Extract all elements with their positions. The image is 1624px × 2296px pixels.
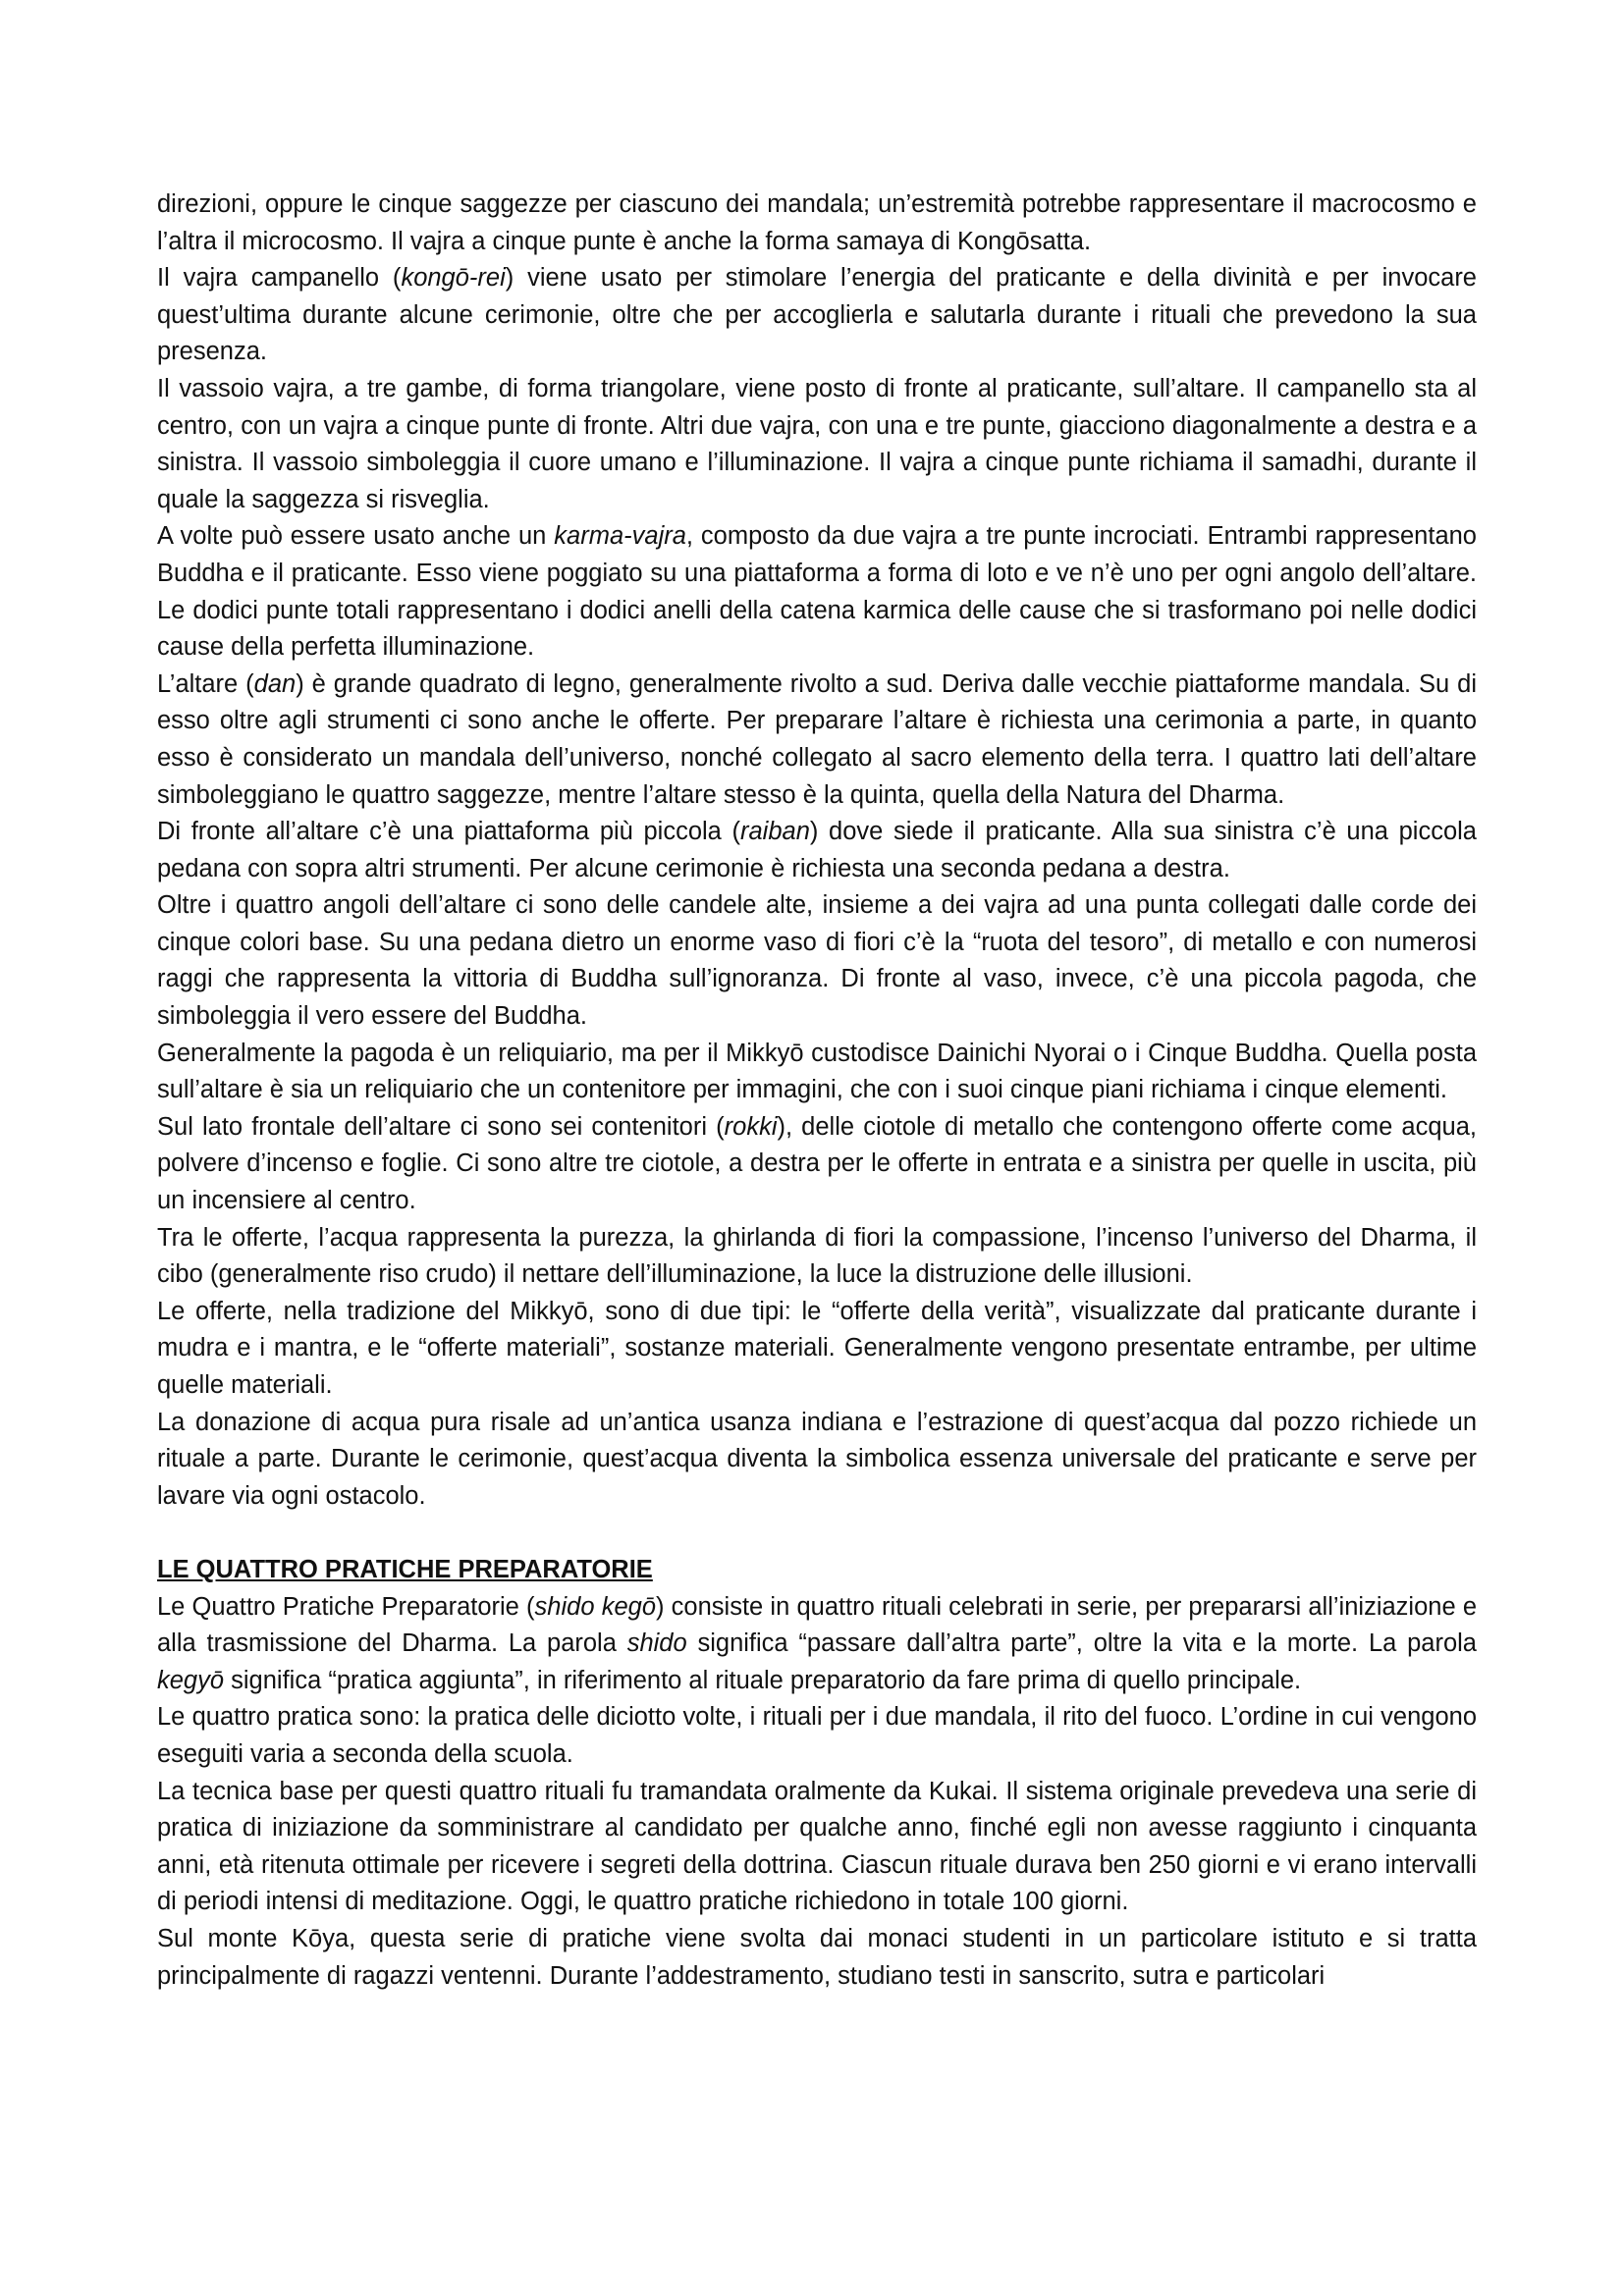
text-run: L’altare ( [157,669,254,698]
text-run: Di fronte all’altare c’è una piattaforma più piccola ( [157,818,740,846]
paragraph [157,814,1477,887]
text-run: significa “pratica aggiunta”, in riferimento al rituale preparatorio da fare prima di quello principale. [224,1666,1302,1694]
paragraph [157,1921,1477,1995]
italic-term: kegyō [157,1666,225,1694]
text-run: Le quattro pratica sono: la pratica delle diciotto volte, i rituali per i due mandala, il rito del fuoco. L’ordine in cui vengono eseguiti varia a seconda della scuola. [157,1703,1477,1768]
paragraph [157,667,1477,814]
text-run: , composto da due vajra a tre punte incrociati. Entrambi rappresentano Buddha e il praticante. Esso viene poggiato su una piattaforma a forma di loto e ve n’è uno per ogni angolo dell’altare. Le dodici punte totali rappresentano i dodici anelli della catena karmica delle cause che si trasformano poi nelle dodici cause della perfetta illuminazione. [157,522,1477,662]
italic-term: rokki [724,1112,778,1141]
paragraph [157,1405,1477,1516]
paragraph [157,260,1477,371]
text-run: ), delle ciotole di metallo che contengono offerte come acqua, polvere d’incenso e foglie. Ci sono altre tre ciotole, a destra per le offerte in entrata e a sinistra per quelle in uscita, più un incensiere al centro. [157,1112,1477,1215]
text-run: LE QUATTRO PRATICHE PREPARATORIE [157,1555,653,1583]
text-run: La tecnica base per questi quattro rituali fu tramandata oralmente da Kukai. Il sistema originale prevedeva una serie di pratica di iniziazione da somministrare al candidato per qualche anno, finché egli non avesse raggiunto i cinquanta anni, età ritenuta ottimale per ricevere i segreti della dottrina. Ciascun rituale durava ben 250 giorni e vi erano intervalli di periodi intensi di meditazione. Oggi, le quattro pratiche richiedono in totale 100 giorni. [157,1777,1477,1916]
document-page [157,187,1477,1995]
text-run: Le Quattro Pratiche Preparatorie ( [157,1592,535,1621]
section-heading [157,1552,1477,1589]
text-run: La donazione di acqua pura risale ad un’antica usanza indiana e l’estrazione di quest’acqua dal pozzo richiede un rituale a parte. Durante le cerimonie, quest’acqua diventa la simbolica essenza universale del praticante e serve per lavare via ogni ostacolo. [157,1408,1477,1510]
italic-term: kongō-rei [401,264,506,293]
text-run: Sul lato frontale dell’altare ci sono sei contenitori ( [157,1112,725,1141]
text-run: ) consiste in quattro rituali celebrati in serie, per prepararsi all’iniziazione e alla trasmissione del Dharma. La parola [157,1592,1477,1658]
italic-term: dan [253,669,297,698]
italic-term: shido [626,1629,687,1658]
italic-term: karma-vajra [554,522,686,551]
text-run: Generalmente la pagoda è un reliquiario, ma per il Mikkyō custodisce Dainichi Nyorai o i Cinque Buddha. Quella posta sull’altare è sia un reliquiario che un contenitore per immagini, che con i suoi cinque piani richiama i cinque elementi. [157,1039,1477,1104]
text-run: A volte può essere usato anche un [157,522,555,551]
paragraph [157,518,1477,666]
paragraph [157,1036,1477,1109]
paragraph [157,1109,1477,1220]
italic-term: shido kegō [534,1592,656,1621]
text-run: Sul monte Kōya, questa serie di pratiche viene svolta dai monaci studenti in un particolare istituto e si tratta principalmente di ragazzi ventenni. Durante l’addestramento, studiano testi in sanscrito, sutra e particolari [157,1924,1477,1990]
paragraph [157,1294,1477,1405]
text-run: ) dove siede il praticante. Alla sua sinistra c’è una piccola pedana con sopra altri strumenti. Per alcune cerimonie è richiesta una seconda pedana a destra. [157,818,1477,882]
paragraph [157,1220,1477,1294]
italic-term: raiban [740,818,810,846]
paragraph [157,187,1477,260]
text-run: Tra le offerte, l’acqua rappresenta la purezza, la ghirlanda di fiori la compassione, l’incenso l’universo del Dharma, il cibo (generalmente riso crudo) il nettare dell’illuminazione, la luce la distruzione delle illusioni. [157,1223,1477,1289]
text-run: Il vajra campanello ( [157,264,402,293]
text-run: Il vassoio vajra, a tre gambe, di forma triangolare, viene posto di fronte al praticante, sull’altare. Il campanello sta al centro, con un vajra a cinque punte di fronte. Altri due vajra, con una e tre punte, giacciono diagonalmente a destra e a sinistra. Il vassoio simboleggia il cuore umano e l’illuminazione. Il vajra a cinque punte richiama il samadhi, durante il quale la saggezza si risveglia. [157,374,1477,513]
text-run: ) viene usato per stimolare l’energia del praticante e della divinità e per invocare quest’ultima durante alcune cerimonie, oltre che per accoglierla e salutarla durante i rituali che prevedono la sua presenza. [157,264,1477,366]
paragraph [157,1774,1477,1921]
text-run: Oltre i quattro angoli dell’altare ci sono delle candele alte, insieme a dei vajra ad una punta collegati dalle corde dei cinque colori base. Su una pedana dietro un enorme vaso di fiori c’è la “ruota del tesoro”, di metallo e con numerosi raggi che rappresenta la vittoria di Buddha sull’ignoranza. Di fronte al vaso, invece, c’è una piccola pagoda, che simboleggia il vero essere del Buddha. [157,891,1477,1031]
text-run: direzioni, oppure le cinque saggezze per ciascuno dei mandala; un’estremità potrebbe rappresentare il macrocosmo e l’altra il microcosmo. Il vajra a cinque punte è anche la forma samaya di Kongōsatta. [157,190,1477,255]
paragraph [157,887,1477,1035]
paragraph [157,1699,1477,1773]
text-run: Le offerte, nella tradizione del Mikkyō, sono di due tipi: le “offerte della verità”, visualizzate dal praticante durante i mudra e i mantra, e le “offerte materiali”, sostanze materiali. Generalmente vengono presentate entrambe, per ultime quelle materiali. [157,1297,1477,1399]
text-run: ) è grande quadrato di legno, generalmente rivolto a sud. Deriva dalle vecchie piattaforme mandala. Su di esso oltre agli strumenti ci sono anche le offerte. Per preparare l’altare è richiesta una cerimonia a parte, in quanto esso è considerato un mandala dell’universo, nonché collegato al sacro elemento della terra. I quattro lati dell’altare simboleggiano le quattro saggezze, mentre l’altare stesso è la quinta, quella della Natura del Dharma. [157,669,1477,809]
text-run: significa “passare dall’altra parte”, oltre la vita e la morte. La parola [686,1629,1477,1658]
paragraph [157,371,1477,518]
paragraph [157,1589,1477,1700]
